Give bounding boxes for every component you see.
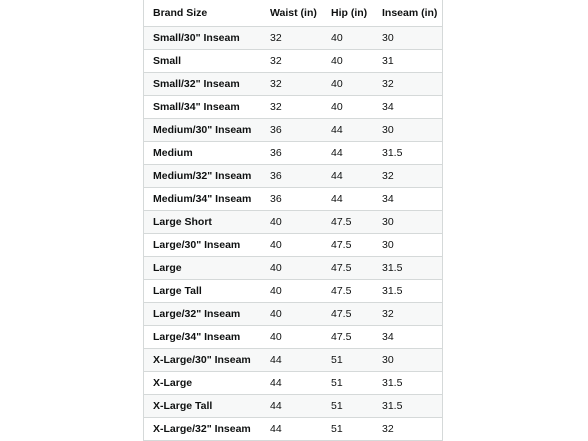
inseam-cell: 31.5: [373, 395, 442, 418]
table-row: [144, 372, 442, 395]
waist-cell: 32: [261, 27, 322, 50]
inseam-cell: 31.5: [373, 257, 442, 280]
size-chart-table: [144, 0, 442, 441]
waist-cell: 44: [261, 349, 322, 372]
hip-cell: 47.5: [322, 326, 373, 349]
waist-cell: 32: [261, 50, 322, 73]
inseam-cell: 30: [373, 349, 442, 372]
brand-size-cell: X-Large/30" Inseam: [144, 349, 261, 372]
table-row: [144, 73, 442, 96]
table-row: [144, 349, 442, 372]
waist-cell: 40: [261, 303, 322, 326]
table-row: [144, 188, 442, 211]
size-chart-container: [143, 0, 443, 441]
waist-cell: 40: [261, 257, 322, 280]
waist-cell: 36: [261, 119, 322, 142]
waist-cell: 36: [261, 188, 322, 211]
table-row: [144, 395, 442, 418]
waist-cell: 44: [261, 395, 322, 418]
table-row: [144, 234, 442, 257]
waist-cell: 44: [261, 372, 322, 395]
table-row: [144, 27, 442, 50]
brand-size-cell: X-Large/32" Inseam: [144, 418, 261, 441]
hip-cell: 51: [322, 418, 373, 441]
hip-cell: 40: [322, 73, 373, 96]
waist-cell: 40: [261, 280, 322, 303]
inseam-cell: 32: [373, 303, 442, 326]
hip-cell: 40: [322, 96, 373, 119]
brand-size-cell: Medium/30" Inseam: [144, 119, 261, 142]
table-row: [144, 119, 442, 142]
table-row: [144, 211, 442, 234]
brand-size-cell: Medium/32" Inseam: [144, 165, 261, 188]
inseam-cell: 31.5: [373, 142, 442, 165]
table-row: [144, 418, 442, 441]
brand-size-cell: X-Large Tall: [144, 395, 261, 418]
hip-cell: 47.5: [322, 211, 373, 234]
hip-cell: 51: [322, 372, 373, 395]
table-row: [144, 303, 442, 326]
header-waist: Waist (in): [261, 0, 322, 27]
inseam-cell: 34: [373, 326, 442, 349]
table-row: [144, 257, 442, 280]
waist-cell: 40: [261, 211, 322, 234]
header-row: [144, 0, 442, 27]
brand-size-cell: Medium: [144, 142, 261, 165]
hip-cell: 44: [322, 188, 373, 211]
inseam-cell: 31: [373, 50, 442, 73]
inseam-cell: 32: [373, 73, 442, 96]
hip-cell: 47.5: [322, 303, 373, 326]
table-row: [144, 96, 442, 119]
hip-cell: 40: [322, 50, 373, 73]
waist-cell: 40: [261, 234, 322, 257]
table-row: [144, 165, 442, 188]
inseam-cell: 30: [373, 27, 442, 50]
size-chart-header: [144, 0, 442, 27]
waist-cell: 32: [261, 96, 322, 119]
hip-cell: 40: [322, 27, 373, 50]
brand-size-cell: Small/30" Inseam: [144, 27, 261, 50]
waist-cell: 40: [261, 326, 322, 349]
hip-cell: 51: [322, 349, 373, 372]
inseam-cell: 32: [373, 418, 442, 441]
waist-cell: 32: [261, 73, 322, 96]
table-row: [144, 280, 442, 303]
inseam-cell: 30: [373, 119, 442, 142]
waist-cell: 36: [261, 142, 322, 165]
table-row: [144, 326, 442, 349]
table-row: [144, 50, 442, 73]
table-row: [144, 142, 442, 165]
brand-size-cell: Medium/34" Inseam: [144, 188, 261, 211]
brand-size-cell: Large/32" Inseam: [144, 303, 261, 326]
header-inseam: Inseam (in): [373, 0, 442, 27]
hip-cell: 47.5: [322, 280, 373, 303]
brand-size-cell: Large/34" Inseam: [144, 326, 261, 349]
hip-cell: 44: [322, 142, 373, 165]
inseam-cell: 30: [373, 211, 442, 234]
hip-cell: 47.5: [322, 257, 373, 280]
brand-size-cell: X-Large: [144, 372, 261, 395]
header-brand-size: Brand Size: [144, 0, 261, 27]
header-hip: Hip (in): [322, 0, 373, 27]
brand-size-cell: Large Tall: [144, 280, 261, 303]
brand-size-cell: Large/30" Inseam: [144, 234, 261, 257]
inseam-cell: 31.5: [373, 280, 442, 303]
inseam-cell: 30: [373, 234, 442, 257]
hip-cell: 44: [322, 119, 373, 142]
hip-cell: 44: [322, 165, 373, 188]
brand-size-cell: Large: [144, 257, 261, 280]
brand-size-cell: Small/32" Inseam: [144, 73, 261, 96]
inseam-cell: 34: [373, 188, 442, 211]
brand-size-cell: Small/34" Inseam: [144, 96, 261, 119]
brand-size-cell: Small: [144, 50, 261, 73]
waist-cell: 44: [261, 418, 322, 441]
inseam-cell: 32: [373, 165, 442, 188]
brand-size-cell: Large Short: [144, 211, 261, 234]
hip-cell: 51: [322, 395, 373, 418]
inseam-cell: 31.5: [373, 372, 442, 395]
size-chart-body: [144, 27, 442, 441]
inseam-cell: 34: [373, 96, 442, 119]
waist-cell: 36: [261, 165, 322, 188]
hip-cell: 47.5: [322, 234, 373, 257]
